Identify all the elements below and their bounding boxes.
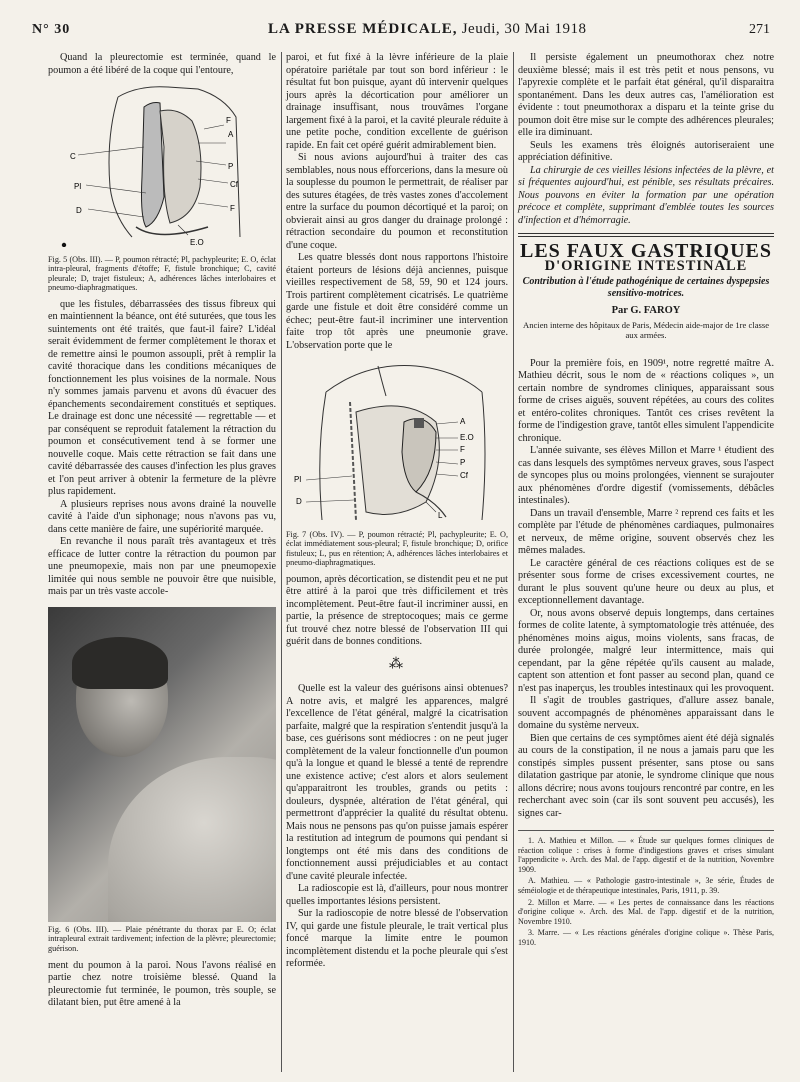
- paragraph: L'année suivante, ses élèves Millon et Marre ¹ étudient des cas dans lesquels des symptômes nerveux graves, sous l'aspect de syncopes plus ou moins prolongées, viennent se surajouter aux phénomènes d'ordre digestif (vomissements, débâcles intestinales).: [518, 445, 774, 506]
- figure-7: [286, 352, 508, 568]
- fig5-label-pl: Pl: [74, 182, 82, 191]
- paragraph: ment du poumon à la paroi. Nous l'avons réalisé en partie chez notre troisième blessé. Quand la pleurectomie fut terminée, le poumon, très souple, se dilatant bien, put être amené à la: [48, 959, 276, 1009]
- paragraph: Il persiste également un pneumothorax chez notre deuxième blessé; mais il est très petit et nous pensons, vu l'apyrexie complète et le parfait état général, qu'il disparaitra spontanément. Dans les deux autres cas, l'amélioration est évidente : tout pneumothorax a disparu et la teinte grise du poumon doit être mise sur le compte des adhérences pleurales; elle ira diminuant.: [518, 52, 774, 138]
- figure-5: [48, 77, 276, 293]
- paragraph: Le caractère général de ces réactions coliques est de se présenter sous forme de crises excessivement courtes, ne durant le plus souvent qu'une heure ou deux au plus, et exceptionnellement davantage.: [518, 557, 774, 606]
- fig7-label-p: P: [460, 458, 466, 467]
- column-rule-1: [281, 52, 282, 1072]
- paragraph: Si nous avions aujourd'hui à traiter des cas semblables, nous nous efforcerions, dans la mesure où la souplesse du poumon le permettrait, de réaliser par des sutures étagées, de très vastes zones d'accolement entre la surface du poumon décortiqué et la paroi; on obvierait ainsi au gros danger du drainage prolongé : rétraction secondaire du poumon et reconstitution d'une coque.: [286, 152, 508, 251]
- issue-number: N° 30: [32, 22, 71, 37]
- figure-6-photo: [48, 607, 276, 922]
- footnote: A. Mathieu. — « Pathologie gastro-intestinale », 3e série, Études de séméiologie et de thérapeutique intestinales, Paris, 1911, p. 39.: [518, 876, 774, 895]
- paragraph: Dans un travail d'ensemble, Marre ² reprend ces faits et les complète par l'étude de phénomènes cardiaques, pulmonaires et nerveux, de même origine, souvent observés chez les mêmes malades.: [518, 507, 774, 556]
- paragraph: Seuls les examens très éloignés autoriseraient une appréciation définitive.: [518, 139, 774, 163]
- page-header: [0, 0, 800, 40]
- fig5-label-c: C: [70, 152, 76, 161]
- paragraph: Sur la radioscopie de notre blessé de l'observation IV, qui garde une fistule pleurale, le trait vertical plus foncé marque la limite entre le poumon incomplètement distendu et la poche pleurale qui s'est reformée.: [286, 908, 508, 970]
- article-subtitle: D'ORIGINE INTESTINALE: [544, 257, 748, 274]
- photo-torso: [108, 757, 276, 922]
- fig7-label-f: F: [460, 445, 465, 454]
- fig5-label-d: D: [76, 206, 82, 215]
- footnote: 2. Millon et Marre. — « Les pertes de connaissance dans les réactions d'origine colique ». Arch. des Mal. de l'app. digestif et de la nutrition, Novembre 1910.: [518, 897, 774, 926]
- paragraph: Les quatre blessés dont nous rapportons l'histoire étaient porteurs de lésions déjà anciennes, puisque vieilles respectivement de 58, 59, 90 et 124 jours. Trois partirent complètement cicatrisés. Le quatrième garde une fistule et doit être considéré comme un échec; peut-être faut-il incriminer une intervention faite trop tôt après une pneumonie grave. L'observation porte que le: [286, 252, 508, 351]
- fig7-label-a: A: [460, 417, 466, 426]
- fig7-label-cf: Cf: [460, 471, 468, 480]
- photo-hair: [72, 637, 168, 689]
- paragraph: Bien que certains de ces symptômes aient été déjà signalés au cours de la constipation, il ne nous a jamais paru que les constipés simples pussent présenter, sans ptose ou sans dilatation gastrique par atonie, le syndrome clinique que nous allons décrire; nous avons toujours rencontré par contre, en les recherchant avec soin (car ils sont souvent peu accusés), les signes car-: [518, 732, 774, 819]
- paragraph: que les fistules, débarrassées des tissus fibreux qui en maintiennent la béance, ont été suturées, que tous les suintements ont été traités, que faut-il faire? L'idéal serait évidemment de fermer complètement le thorax et de remettre ainsi le poumon assoupli, prêt à remplir la cavité thoracique dans les conditions mécaniques de fonctionnement les plus voisines de la normale. Nous n'y sommes jamais parvenu et avons dû évacuer des épanchements secondairement constitués et septiques. Le drainage est donc une nécessité — regrettable — et par conséquent se reproduit fatalement la rétraction du poumon et consécutivement tend à se former une nouvelle coque. Mais cette rétraction se fait dans une cavité débarrassée des causes d'infection les plus graves et l'on peut arriver à obtenir la fermeture de la plèvre plus rapidement.: [48, 298, 276, 498]
- article-title: LES FAUX GASTRIQUES: [519, 240, 773, 262]
- fig5-label-f1: F: [226, 116, 231, 125]
- paragraph: Quelle est la valeur des guérisons ainsi obtenues? A notre avis, et malgré les apparences, malgré l'excellence de l'état général, malgré la cicatrisation parfaite, malgré que la respiration s'entendit jusqu'à la base, ces guérisons sont médiocres : on ne peut juger complètement de la valeur fonctionnelle d'un poumon qu'à la longue et quand le blessé a tenté de reprendre une existence active; c'est alors et alors seulement qu'apparaitront les troubles, grands ou petits : douleurs, dyspnée, altération de l'état général, qui permettront d'apprécier la qualité du résultat obtenu. Mais nous ne pensons pas qu'on puisse jamais espérer la restitution ad integrum de poumons qui pendant si longtemps ont été mis dans des conditions de fonctionnement aussi préjudiciables et au contact d'une cavité pleurale infectée.: [286, 683, 508, 882]
- section-separator: ⁂: [389, 656, 405, 672]
- figure-7-diagram: [286, 352, 508, 522]
- fig7-label-pl: Pl: [294, 475, 302, 484]
- column-rule-2: [513, 52, 514, 1072]
- fig5-label-eo: E.O: [190, 238, 204, 247]
- article-subtitle-italic: Contribution à l'étude pathogénique de certaines dyspepsies sensitivo-motrices.: [522, 276, 770, 299]
- page-number: 271: [749, 22, 770, 37]
- fig7-label-eo: E.O: [460, 433, 474, 442]
- column-1: [48, 52, 276, 1010]
- column-2: [286, 52, 508, 971]
- journal-title-line: [268, 21, 587, 38]
- paragraph: A plusieurs reprises nous avons drainé la nouvelle cavité à l'aide d'un siphonage; nous n'avons pas vu, dans cette manière de faire, une supériorité marquée.: [48, 498, 276, 535]
- paragraph: paroi, et fut fixé à la lèvre inférieure de la plaie opératoire pariétale par tout son bord inférieur : le résultat fut bon puisque, ayant dû intervenir quelques jours après la décortication pour améliorer un drainage insuffisant, nous trouvâmes l'organe largement fixé à la paroi, et la cavité pleurale réduite à une petite poche, condition excellente de guérison rapide. En fait cet opéré guérit admirablement bien.: [286, 52, 508, 151]
- figure-5-caption: Fig. 5 (Obs. III). — P, poumon rétracté; Pl, pachypleurite; E. O, éclat intra-pleural, fragments d'étoffe; F, fistule bronchique; C, cavité pleurale; D, trajet fistuleux; A, adhérences lâches interlobaires et pneumo-diaphragmatiques.: [48, 254, 276, 293]
- fig5-label-a: A: [228, 130, 234, 139]
- issue-date: Jeudi, 30 Mai 1918: [461, 21, 587, 37]
- figure-7-caption: Fig. 7 (Obs. IV). — P, poumon rétracté; Pl, pachypleurite; E. O, éclat immédiatement sous-pleural; F, fistule bronchique; D, orifice fistuleux; L, pus en rétention; A, adhérences lâches interlobaires et pneumo-diaphragmatiques.: [286, 529, 508, 568]
- paragraph: La radioscopie est là, d'ailleurs, pour nous montrer quelles importantes lésions persistent.: [286, 883, 508, 907]
- article-author: Par G. FAROY: [611, 305, 681, 316]
- article-separator: [518, 233, 774, 237]
- footnotes: [518, 830, 774, 948]
- fig5-label-cf: Cf: [230, 180, 238, 189]
- figure-5-diagram: [48, 77, 276, 247]
- journal-name: LA PRESSE MÉDICALE,: [268, 21, 458, 37]
- paragraph: En revanche il nous paraît très avantageux et très efficace de lutter contre la rétraction du poumon par une pneumopexie, mais non par une pneumopexie limitée qui nous semble ne pouvoir être que nuisible, mais par un très vaste accole-: [48, 536, 276, 598]
- fig7-label-d: D: [296, 497, 302, 506]
- fig7-label-l: L: [438, 511, 443, 520]
- column-3: [518, 52, 774, 950]
- figure-6-caption: Fig. 6 (Obs. III). — Plaie pénétrante du thorax par E. O; éclat intrapleural extrait tardivement; infection de la plèvre; pleurectomie; guérison.: [48, 924, 276, 954]
- paragraph-conclusion: La chirurgie de ces vieilles lésions infectées de la plèvre, et si fréquentes aujourd'hui, est pénible, ses résultats précaires. Nous pouvons en éviter la formation par une opération précoce et complète, supprimant d'emblée toutes les sources d'infection et d'hémorragie.: [518, 164, 774, 226]
- fig5-label-p: P: [228, 162, 234, 171]
- footnote: 1. A. Mathieu et Millon. — « Étude sur quelques formes cliniques de réaction colique : crises à forme d'indigestions graves et crises simulant l'appendicite ». Arch. des Mal. de l'app. digestif et de la nutrition, Novembre 1909.: [518, 836, 774, 874]
- author-affiliation: Ancien interne des hôpitaux de Paris, Médecin aide-major de 1re classe aux armées.: [522, 319, 770, 340]
- paragraph: poumon, après décortication, se distendit peu et ne put être attiré à la paroi que très difficilement et très incomplètement. Peut-être faut-il incriminer aussi, en partie, la présence de streptocoques; mais ce germe fut trouvé chez notre blessé de l'observation III qui guérit dans de bonnes conditions.: [286, 573, 508, 648]
- paragraph: Quand la pleurectomie est terminée, quand le poumon a été libéré de la coque qui l'entoure,: [48, 52, 276, 76]
- footnote: 3. Marre. — « Les réactions générales d'origine colique ». Thèse Paris, 1910.: [518, 928, 774, 947]
- paragraph: Or, nous avons observé depuis longtemps, dans certaines formes de colite latente, à symptomatologie très atténuée, des phénomènes moins aigus, moins violents, sans fracas, de durée prolongée, malgré leur intermittence, mais qui cependant, par la gêne répétée qu'ils causent au malade, captent son attention et font passer au second plan, quand ce n'est pas inaperçus, les troubles intestinaux qui les provoquent.: [518, 607, 774, 694]
- paragraph: Pour la première fois, en 1909¹, notre regretté maître A. Mathieu décrit, sous le nom de « réactions coliques », un certain nombre de syndromes cliniques, apparaissant sous forme de crises aiguës, souvent répétées, au cours des colites et entéro-colites chroniques. Tantôt ces crises revêtent la forme de l'indigestion grave, tantôt elles simulent l'appendicite chronique.: [518, 357, 774, 444]
- fig5-label-f2: F: [230, 204, 235, 213]
- paragraph: Il s'agit de troubles gastriques, d'allure assez banale, souvent accompagnés de phénomènes apparaissant dans le domaine du système nerveux.: [518, 695, 774, 731]
